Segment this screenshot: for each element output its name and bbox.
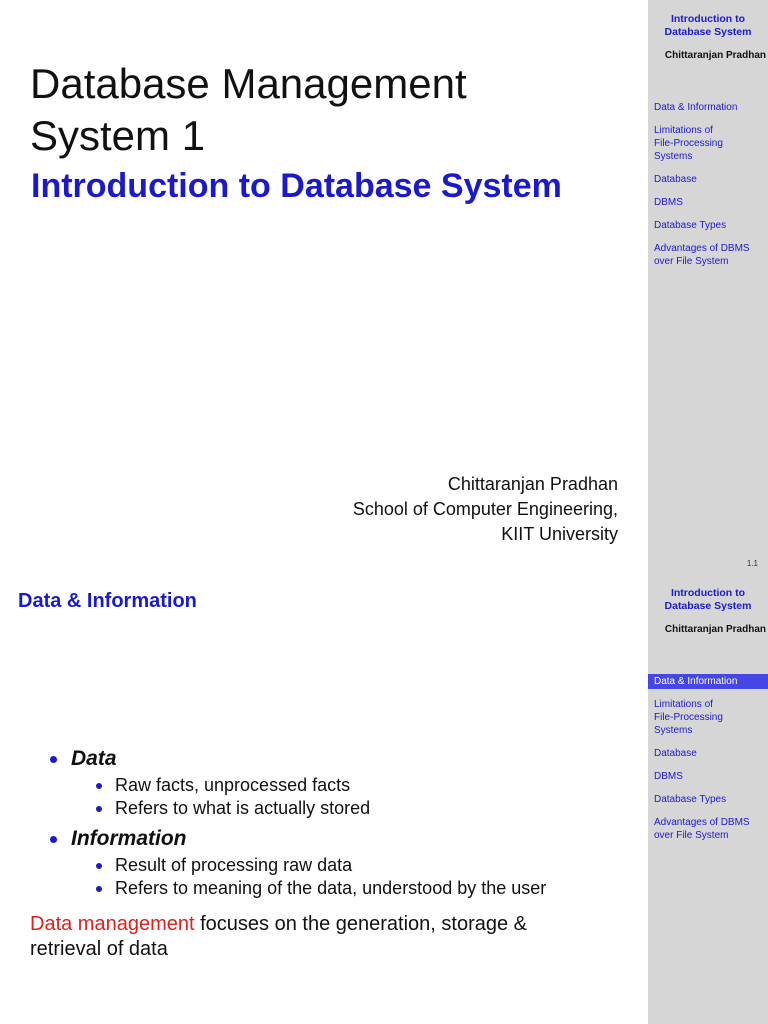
bullet-dot bbox=[50, 756, 57, 763]
sidebar-nav bbox=[648, 674, 768, 851]
sidebar-item-data-information[interactable]: Data & Information bbox=[648, 674, 768, 689]
sidebar-item-database[interactable]: Database bbox=[654, 748, 697, 759]
sub-bullet: Raw facts, unprocessed facts bbox=[96, 774, 630, 797]
sidebar-item-advantages[interactable]: Advantages of DBMS over File System bbox=[654, 817, 750, 841]
sidebar-item-database-types[interactable]: Database Types bbox=[654, 794, 727, 805]
sidebar-author: Chittaranjan Pradhan bbox=[664, 624, 766, 635]
sidebar-title[interactable]: Introduction to Database System bbox=[664, 587, 752, 612]
sidebar-author: Chittaranjan Pradhan bbox=[664, 50, 766, 61]
slide-2 bbox=[0, 574, 768, 1024]
sub-bullet: Refers to what is actually stored bbox=[96, 797, 630, 820]
frame-title: Data & Information bbox=[18, 590, 197, 612]
author-name: Chittaranjan Pradhan bbox=[447, 474, 618, 494]
sidebar-item-advantages[interactable]: Advantages of DBMS over File System bbox=[654, 243, 750, 267]
title-line-2: System 1 bbox=[30, 112, 206, 159]
sidebar-item-data-information[interactable]: Data & Information bbox=[654, 102, 738, 113]
page-number: 1.1 bbox=[746, 559, 758, 568]
sidebar-item-limitations[interactable]: Limitations of File-Processing Systems bbox=[654, 125, 723, 162]
sidebar-item-limitations[interactable]: Limitations of File-Processing Systems bbox=[654, 699, 723, 736]
slide-content bbox=[30, 744, 630, 962]
highlight-term: Data management bbox=[30, 913, 195, 935]
title-line-1: Database Management bbox=[30, 60, 467, 107]
author-school: School of Computer Engineering, bbox=[352, 499, 618, 519]
sidebar-title[interactable]: Introduction to Database System bbox=[664, 13, 752, 38]
bullet-dot bbox=[50, 836, 57, 843]
bullet-information: Information bbox=[50, 824, 630, 854]
navigation-sidebar bbox=[648, 574, 768, 1024]
sidebar-item-database[interactable]: Database bbox=[654, 174, 697, 185]
sub-bullet: Result of processing raw data bbox=[96, 854, 630, 877]
author-university: KIIT University bbox=[501, 524, 618, 544]
presentation-title bbox=[30, 58, 630, 162]
summary-text: Data management focuses on the generation, storage & retrieval of data bbox=[30, 913, 527, 960]
sidebar-nav bbox=[648, 100, 768, 277]
presentation-subtitle: Introduction to Database System bbox=[31, 167, 562, 205]
author-block bbox=[353, 472, 618, 547]
sidebar-item-database-types[interactable]: Database Types bbox=[654, 220, 727, 231]
sidebar-item-dbms[interactable]: DBMS bbox=[654, 197, 683, 208]
sidebar-item-dbms[interactable]: DBMS bbox=[654, 771, 683, 782]
bullet-data: Data bbox=[50, 744, 630, 774]
navigation-sidebar bbox=[648, 0, 768, 574]
sub-bullet: Refers to meaning of the data, understood by the user bbox=[96, 877, 630, 900]
